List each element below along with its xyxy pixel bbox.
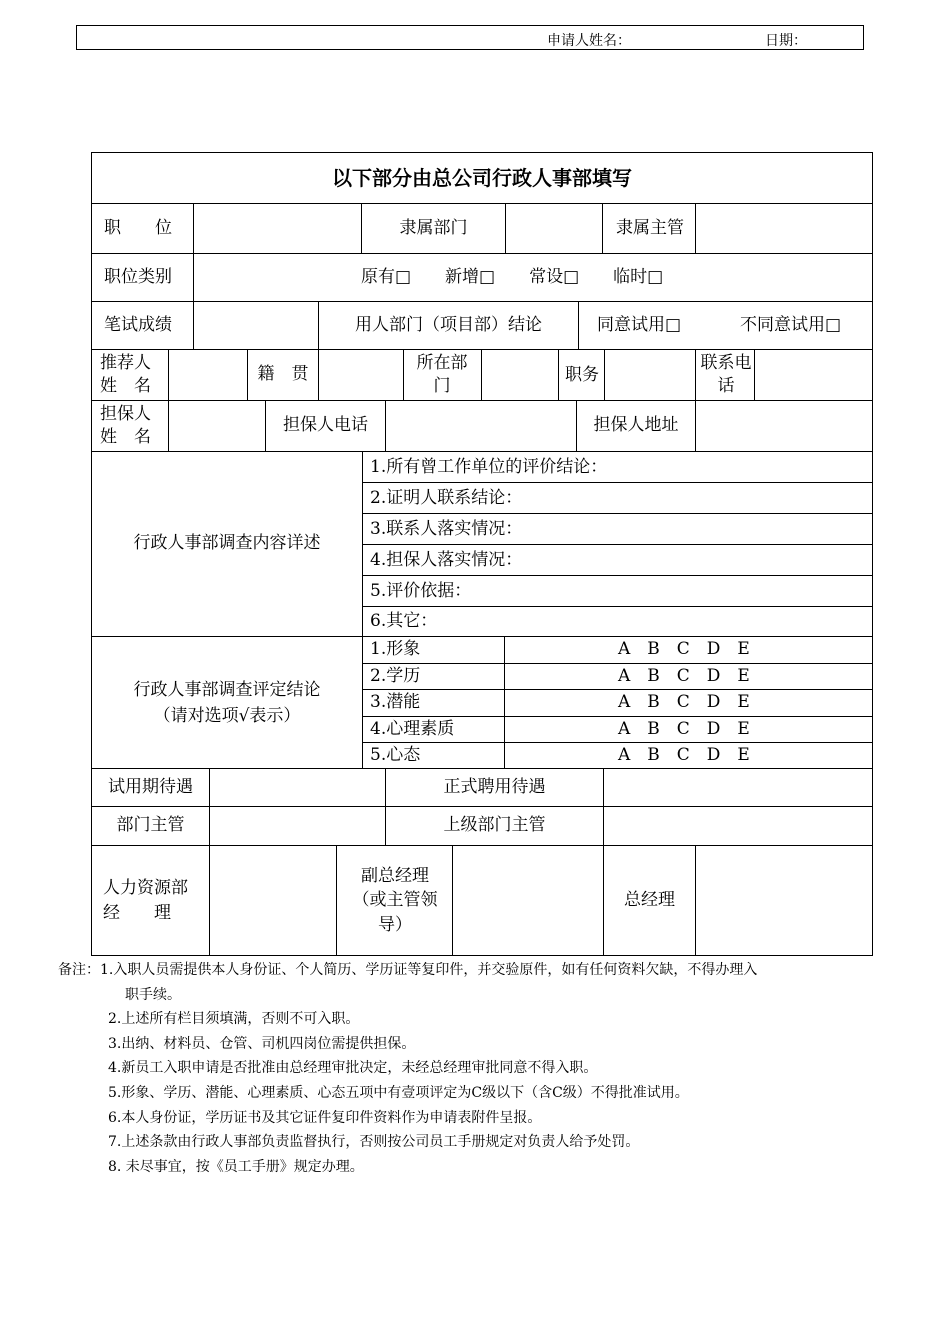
formal-pay-label: 正式聘用待遇 [443,776,546,797]
dept-supervisor-field[interactable] [210,807,385,845]
investigation-item[interactable]: 2.证明人联系结论： [370,487,523,508]
note-item: 4.新员工入职申请是否批准由总经理审批决定，未经总经理审批同意不得入职。 [108,1060,598,1077]
referrer-name-label: 推荐人姓 名 [100,353,151,396]
evaluation-item: 2.学历 [370,666,421,687]
grade-scale[interactable]: A B C D E [618,719,750,740]
date-label: 日期： [765,33,807,49]
guarantor-phone-field[interactable] [386,401,576,451]
guarantor-address-field[interactable] [696,401,872,451]
investigation-label: 行政人事部调查内容详述 [133,533,321,554]
superior-supervisor-field[interactable] [604,807,872,845]
note-item: 2.上述所有栏目须填满，否则不可入职。 [108,1011,360,1028]
agree-trial-checkbox[interactable]: 同意试用□ [597,314,682,335]
affiliated-dept-label: 隶属部门 [399,217,468,238]
evaluation-item: 1.形象 [370,639,421,660]
investigation-item[interactable]: 3.联系人落实情况： [370,518,523,539]
notes-prefix: 备注： [58,962,100,978]
investigation-item[interactable]: 6.其它： [370,611,438,632]
probation-pay-field[interactable] [210,769,385,806]
disagree-trial-checkbox[interactable]: 不同意试用□ [740,314,842,335]
guarantor-name-field[interactable] [169,401,265,451]
vice-gm-signature[interactable] [453,846,603,955]
form-title: 以下部分由总公司行政人事部填写 [332,166,632,190]
dept-supervisor-label: 部门主管 [116,815,185,836]
guarantor-address-label: 担保人地址 [593,415,679,436]
job-title-label: 职务 [565,364,599,385]
affiliated-supervisor-label: 隶属主管 [616,218,684,239]
grade-scale[interactable]: A B C D E [618,639,750,660]
dept-field[interactable] [482,350,558,400]
probation-pay-label: 试用期待遇 [108,776,193,797]
note-item: 5.形象、学历、潜能、心理素质、心态五项中有壹项评定为C级以下（含C级）不得批准试用。 [108,1084,689,1101]
applicant-name-label: 申请人姓名： [547,33,631,49]
position-field[interactable] [194,204,361,253]
gm-signature[interactable] [696,846,872,955]
referrer-name-field[interactable] [169,350,247,400]
note-item: 7.上述条款由行政人事部负责监督执行，否则按公司员工手册规定对负责人给予处罚。 [108,1134,640,1151]
investigation-item[interactable]: 1.所有曾工作单位的评价结论： [370,456,608,477]
investigation-item[interactable]: 4.担保人落实情况： [370,549,523,570]
evaluation-label: 行政人事部调查评定结论 [133,680,321,701]
superior-supervisor-label: 上级部门主管 [443,815,546,836]
evaluation-sublabel: （请对选项√表示） [153,706,301,727]
job-title-field[interactable] [605,350,695,400]
hr-manager-label: 人力资源部经 理 [103,877,188,923]
note-item: 3.出纳、材料员、仓管、司机四岗位需提供担保。 [108,1035,416,1052]
note-item: 8. 未尽事宜，按《员工手册》规定办理。 [108,1158,364,1175]
native-place-label: 籍 贯 [257,364,309,385]
affiliated-dept-field[interactable] [506,204,602,253]
contact-phone-field[interactable] [755,350,872,400]
position-type-options[interactable]: 原有□ 新增□ 常设□ 临时□ [361,266,664,287]
written-test-field[interactable] [194,302,318,349]
evaluation-item: 3.潜能 [370,692,421,713]
investigation-item[interactable]: 5.评价依据： [370,580,472,601]
note-item: 职手续。 [125,986,181,1003]
position-label: 职 位 [104,217,172,238]
note-item: 1.入职人员需提供本人身份证、个人简历、学历证等复印件，并交验原件，如有任何资料欠缺，不得办理入 [100,962,758,978]
grade-scale[interactable]: A B C D E [618,745,750,766]
hr-manager-signature[interactable] [210,846,336,955]
guarantor-phone-label: 担保人电话 [283,415,368,436]
formal-pay-field[interactable] [604,769,872,806]
grade-scale[interactable]: A B C D E [618,692,750,713]
native-place-field[interactable] [319,350,403,400]
position-type-label: 职位类别 [104,266,172,287]
grade-scale[interactable]: A B C D E [618,666,750,687]
evaluation-item: 5.心态 [370,745,421,766]
contact-phone-label: 联系电话 [700,353,752,396]
affiliated-supervisor-field[interactable] [696,204,872,253]
evaluation-item: 4.心理素质 [370,719,455,740]
dept-conclusion-label: 用人部门（项目部）结论 [355,314,542,335]
notes-section [58,958,918,1179]
vice-gm-label: 副总经理（或主管领导） [352,865,438,935]
written-test-label: 笔试成绩 [104,314,172,335]
guarantor-name-label: 担保人姓 名 [100,404,151,447]
note-item: 6.本人身份证，学历证书及其它证件复印件资料作为申请表附件呈报。 [108,1109,542,1126]
dept-label: 所在部门 [416,353,468,396]
gm-label: 总经理 [624,889,675,910]
